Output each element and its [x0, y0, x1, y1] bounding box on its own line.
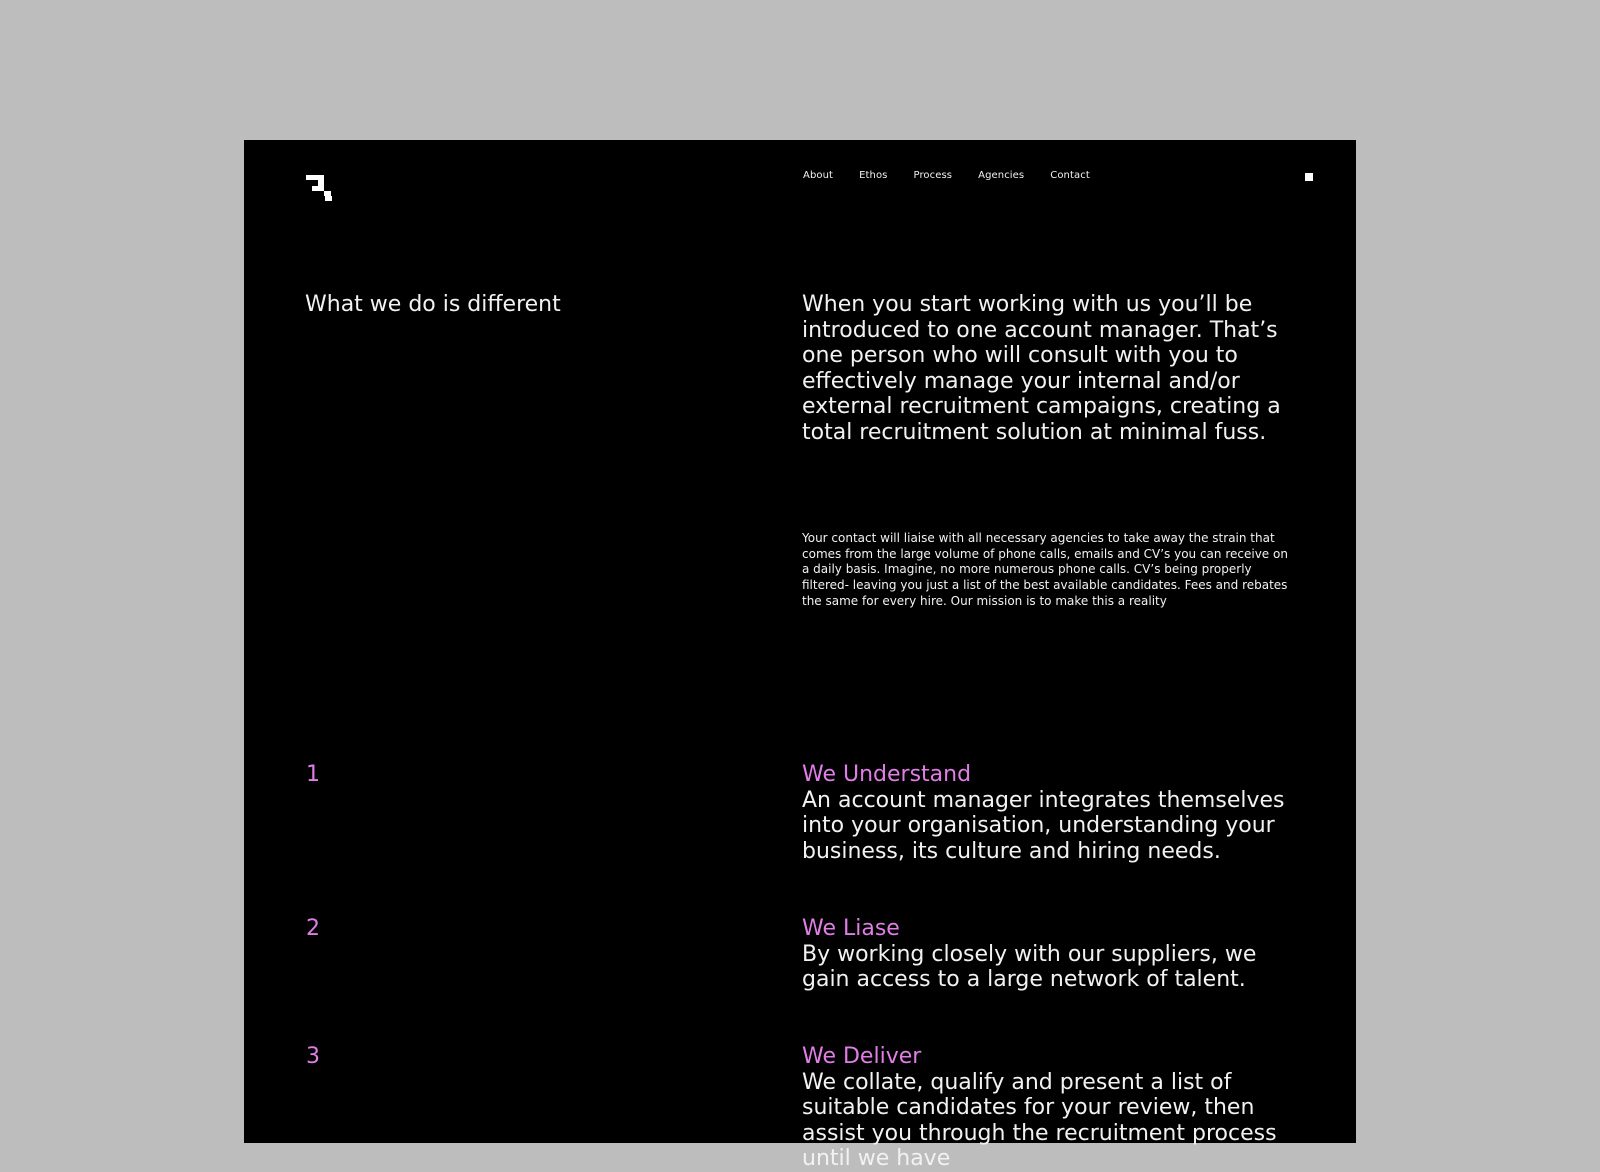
intro-lead: When you start working with us you’ll be introduced to one account manager. That’s one person who will consult with you to effectively manage your internal and/or external recruitment campaigns, creating a total recruitment solution at minimal fuss.	[802, 292, 1281, 445]
step-text: We collate, qualify and present a list of suitable candidates for your review, then assist you through the recruitment process until we have	[802, 1069, 1277, 1172]
nav-item-agencies[interactable]: Agencies	[978, 170, 1025, 181]
nav-item-process[interactable]: Process	[913, 170, 953, 181]
main-nav	[803, 170, 1116, 182]
nav-item-about[interactable]: About	[803, 170, 834, 181]
menu-square-icon[interactable]	[1305, 173, 1313, 181]
nav-item-ethos[interactable]: Ethos	[859, 170, 888, 181]
step-text: By working closely with our suppliers, we gain access to a large network of talent.	[802, 941, 1257, 993]
nav-item-contact[interactable]: Contact	[1050, 170, 1090, 181]
step-title: We Deliver	[802, 1044, 922, 1069]
section-title: What we do is different	[305, 292, 561, 317]
step-title: We Understand	[802, 762, 972, 787]
step-number: 1	[306, 762, 320, 787]
intro-body: Your contact will liaise with all necessary agencies to take away the strain that comes from the large volume of phone calls, emails and CV’s you can receive on a daily basis. Imagine, no more numerous phone calls. CV’s being properly filtered- leaving you just a list of the best available candidates. Fees and rebates the same for every hire. Our mission is to make this a reality	[802, 531, 1288, 608]
pixel-logo-icon[interactable]	[306, 175, 332, 201]
step-number: 3	[306, 1044, 320, 1069]
step-number: 2	[306, 916, 320, 941]
page-panel	[244, 140, 1356, 1172]
step-title: We Liase	[802, 916, 900, 941]
step-text: An account manager integrates themselves into your organisation, understanding your business, its culture and hiring needs.	[802, 787, 1285, 864]
